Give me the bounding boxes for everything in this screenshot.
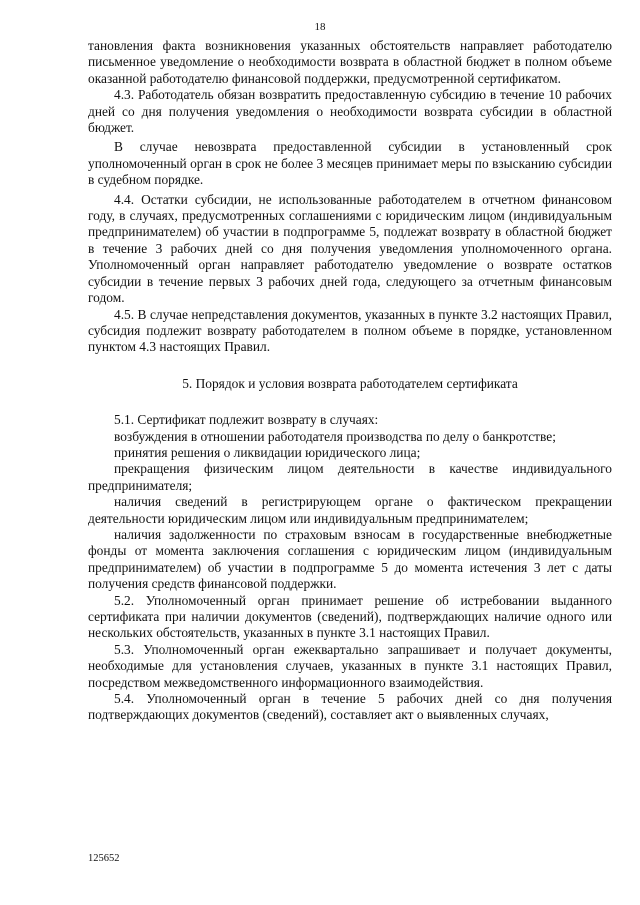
paragraph-5-2: 5.2. Уполномоченный орган принимает решение об истребовании выданного сертификата при наличии документов (сведений), подтверждающих наличие одного или нескольких обстоятельств, указанных в пункте 3.1 настоящих Правил. xyxy=(88,592,612,641)
paragraph-4-4: 4.4. Остатки субсидии, не использованные работодателем в отчетном финансовом году, в случаях, предусмотренных соглашениями с юридическим лицом (индивидуальным предпринимателем) об участии в подпрограмме 5, подлежат возврату в областной бюджет в течение 3 рабочих дней со дня получения уведомления уполномоченного органа. Уполномоченный орган направляет работодателю уведомление о возврате остатков субсидии в течение первых 3 рабочих дней года, следующего за отчетным финансовым годом. xyxy=(88,191,612,306)
document-code: 125652 xyxy=(88,853,120,864)
paragraph-continuation: тановления факта возникновения указанных обстоятельств направляет работодателю письменное уведомление о необходимости возврата в областной бюджет в полном объеме оказанной работодателю финансовой поддержки, предусмотренной сертификатом. xyxy=(88,38,612,86)
paragraph-5-1: 5.1. Сертификат подлежит возврату в случаях: xyxy=(114,412,379,428)
list-item-registry-info: наличия сведений в регистрирующем органе о фактическом прекращении деятельности юридическим лицом или индивидуальным предпринимателем; xyxy=(88,494,612,526)
list-item-entrepreneur-termination: прекращения физическим лицом деятельности в качестве индивидуального предпринимателя; xyxy=(88,461,612,493)
list-item-insurance-debt: наличия задолженности по страховым взносам в государственные внебюджетные фонды от момента заключения соглашения с юридическим лицом (индивидуальным предпринимателем) об участии в подпрограмме 5 до момента истечения 3 лет с даты получения средств финансовой поддержки. xyxy=(88,526,612,592)
paragraph-5-4: 5.4. Уполномоченный орган в течение 5 рабочих дней со дня получения подтверждающих документов (сведений), составляет акт о выявленных случаях, xyxy=(88,691,612,723)
page-number: 18 xyxy=(314,21,326,33)
paragraph-4-5: 4.5. В случае непредставления документов, указанных в пункте 3.2 настоящих Правил, субсидия подлежит возврату работодателем в полном объеме в порядке, установленном пунктом 4.3 настоящих Правил. xyxy=(88,306,612,355)
paragraph-4-3: 4.3. Работодатель обязан возвратить предоставленную субсидию в течение 10 рабочих дней со дня получения уведомления о необходимости возврата субсидии в областной бюджет. xyxy=(88,87,612,136)
paragraph-5-3: 5.3. Уполномоченный орган ежеквартально запрашивает и получает документы, необходимые для установления случаев, указанных в пункте 3.1 настоящих Правил, посредством межведомственного информационного взаимодействия. xyxy=(88,641,612,690)
list-item-bankruptcy: возбуждения в отношении работодателя производства по делу о банкротстве; xyxy=(114,428,556,444)
list-item-liquidation: принятия решения о ликвидации юридического лица; xyxy=(114,444,421,460)
section-heading-5: 5. Порядок и условия возврата работодателем сертификата xyxy=(182,375,518,391)
document-body xyxy=(88,38,612,724)
paragraph-subsidy-recovery: В случае невозврата предоставленной субсидии в установленный срок уполномоченный орган в срок не более 3 месяцев принимает меры по взысканию субсидии в судебном порядке. xyxy=(88,139,612,188)
